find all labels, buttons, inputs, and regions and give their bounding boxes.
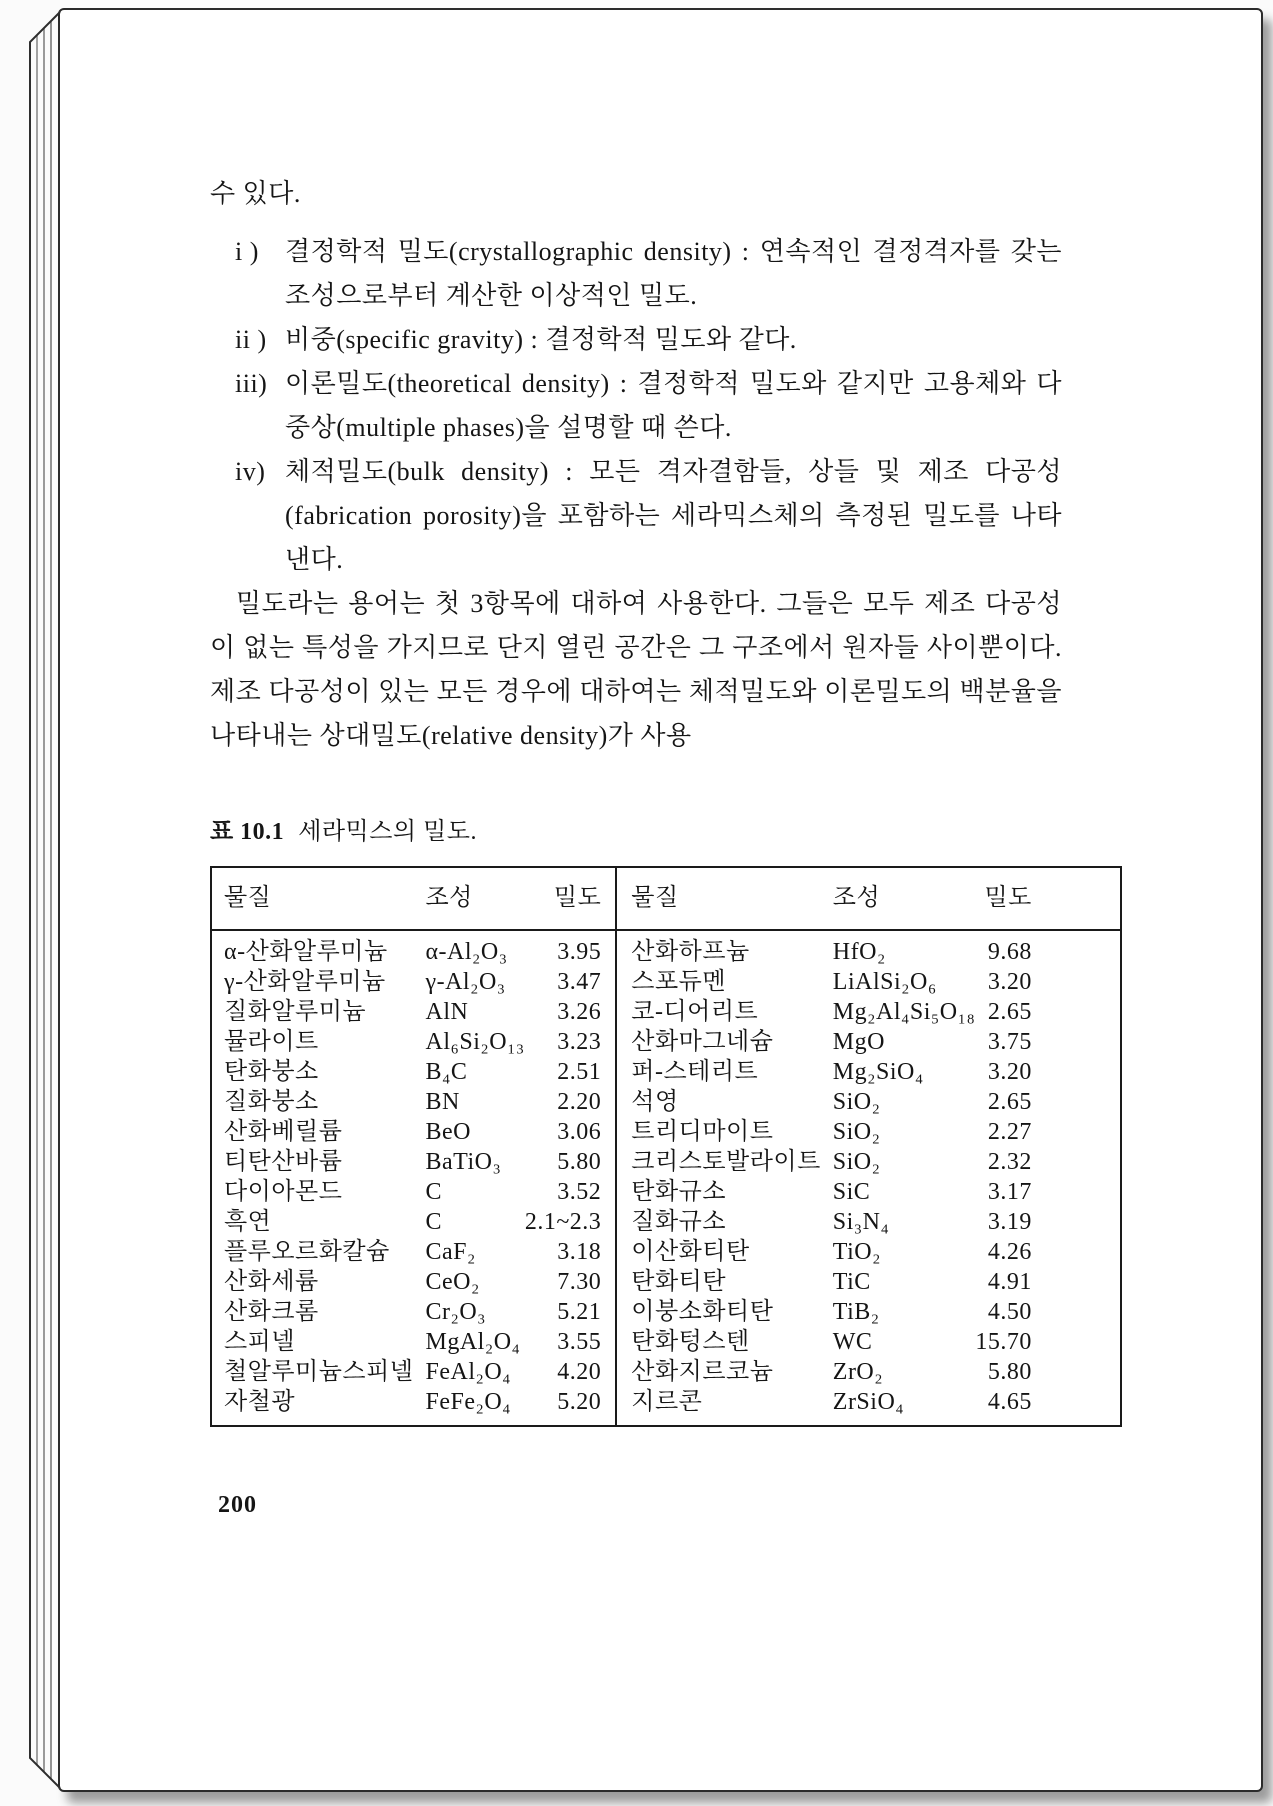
density: 2.20 — [557, 1089, 602, 1115]
material-name: 스피넬 — [224, 1329, 296, 1355]
material-name: 산화지르코늄 — [616, 1357, 820, 1387]
density: 3.20 — [987, 1059, 1032, 1085]
density: 4.65 — [987, 1389, 1032, 1415]
table-row — [211, 1177, 1121, 1207]
composition: C — [425, 1179, 442, 1205]
material-name: γ-산화알루미늄 — [224, 969, 386, 995]
density: 3.52 — [557, 1179, 602, 1205]
composition: HfO₂ — [832, 939, 886, 965]
column-header-composition-left: 조성 — [413, 867, 524, 930]
table-row — [211, 997, 1121, 1027]
table-row — [211, 1327, 1121, 1357]
density: 5.20 — [557, 1389, 602, 1415]
table-row — [211, 930, 1121, 967]
density: 5.80 — [557, 1149, 602, 1175]
composition: SiC — [832, 1179, 871, 1205]
composition: B₄C — [425, 1059, 468, 1085]
page-content — [210, 172, 1062, 1527]
density: 2.1~2.3 — [524, 1209, 602, 1235]
material-name: 탄화규소 — [616, 1177, 820, 1207]
table-row — [211, 1267, 1121, 1297]
composition: Mg₂SiO₄ — [832, 1059, 924, 1085]
density: 2.65 — [987, 999, 1032, 1025]
density: 3.95 — [557, 939, 602, 965]
density: 5.80 — [987, 1359, 1032, 1385]
composition: Cr₂O₃ — [425, 1299, 487, 1325]
material-name: 다이아몬드 — [224, 1179, 343, 1205]
composition: BaTiO₃ — [425, 1149, 502, 1175]
table-caption-text: 세라믹스의 밀도. — [298, 819, 477, 845]
density: 4.26 — [987, 1239, 1032, 1265]
composition: CeO₂ — [425, 1269, 480, 1295]
composition: BeO — [425, 1119, 471, 1145]
material-name: 이붕소화티탄 — [616, 1297, 820, 1327]
density: 3.19 — [987, 1209, 1032, 1235]
item-text: 결정학적 밀도(crystallographic density) : 연속적인 결정격자를 갖는 조성으로부터 계산한 이상적인 밀도. — [285, 237, 1062, 310]
composition: LiAlSi₂O₆ — [832, 969, 937, 995]
table-row — [211, 1117, 1121, 1147]
table-row — [211, 1387, 1121, 1426]
material-name: 지르콘 — [616, 1387, 820, 1426]
column-header-material-right: 물질 — [616, 867, 820, 930]
material-name: α-산화알루미늄 — [224, 939, 388, 965]
table-row — [211, 1237, 1121, 1267]
density: 4.91 — [987, 1269, 1032, 1295]
composition: FeAl₂O₄ — [425, 1359, 512, 1385]
definition-item-2 — [235, 318, 1062, 362]
composition: Al₆Si₂O₁₃ — [425, 1029, 525, 1055]
table-row — [211, 1057, 1121, 1087]
material-name: 산화크롬 — [224, 1299, 319, 1325]
material-name: 코-디어리트 — [616, 997, 820, 1027]
table-caption-label: 표 10.1 — [210, 819, 285, 845]
material-name: 산화베릴륨 — [224, 1119, 343, 1145]
composition: ZrO₂ — [832, 1359, 884, 1385]
density: 3.06 — [557, 1119, 602, 1145]
material-name: 산화세륨 — [224, 1269, 319, 1295]
density: 3.18 — [557, 1239, 602, 1265]
material-name: 트리디마이트 — [616, 1117, 820, 1147]
body-paragraph: 밀도라는 용어는 첫 3항목에 대하여 사용한다. 그들은 모두 제조 다공성이 없는 특성을 가지므로 단지 열린 공간은 그 구조에서 원자들 사이뿐이다. 제조 다공성이 있는 모든 경우에 대하여는 체적밀도와 이론밀도의 백분율을 나타내는 상대밀도(relative density)가 사용 — [210, 589, 1062, 750]
composition: SiO₂ — [832, 1149, 881, 1175]
material-name: 크리스토발라이트 — [616, 1147, 820, 1177]
column-header-material-left: 물질 — [211, 867, 413, 930]
material-name: 자철광 — [224, 1389, 296, 1415]
table-row — [211, 1207, 1121, 1237]
material-name: 질화알루미늄 — [224, 999, 367, 1025]
density: 3.55 — [557, 1329, 602, 1355]
composition: SiO₂ — [832, 1119, 881, 1145]
material-name: 철알루미늄스피넬 — [224, 1359, 414, 1385]
material-name: 질화붕소 — [224, 1089, 319, 1115]
material-name: 탄화티탄 — [616, 1267, 820, 1297]
table-row — [211, 1297, 1121, 1327]
item-text: 비중(specific gravity) : 결정학적 밀도와 같다. — [285, 325, 797, 354]
item-marker: ii ) — [235, 325, 267, 354]
density: 9.68 — [987, 939, 1032, 965]
density: 2.27 — [987, 1119, 1032, 1145]
table-row — [211, 1147, 1121, 1177]
composition: TiO₂ — [832, 1239, 881, 1265]
column-header-density-left: 밀도 — [525, 867, 616, 930]
material-name: 탄화텅스텐 — [616, 1327, 820, 1357]
table-caption — [210, 810, 1062, 854]
composition: AlN — [425, 999, 469, 1025]
definition-item-1 — [235, 230, 1062, 318]
density: 5.21 — [557, 1299, 602, 1325]
item-text: 이론밀도(theoretical density) : 결정학적 밀도와 같지만 고용체와 다중상(multiple phases)을 설명할 때 쓴다. — [285, 369, 1062, 442]
density-table-body — [211, 930, 1121, 1426]
density: 4.50 — [987, 1299, 1032, 1325]
density: 3.20 — [987, 969, 1032, 995]
composition: Mg₂Al₄Si₅O₁₈ — [832, 999, 976, 1025]
definition-item-4 — [235, 450, 1062, 582]
density: 7.30 — [557, 1269, 602, 1295]
composition: α-Al₂O₃ — [425, 939, 508, 965]
composition: FeFe₂O₄ — [425, 1389, 512, 1415]
page-number: 200 — [218, 1492, 257, 1518]
composition: TiB₂ — [832, 1299, 880, 1325]
material-name: 질화규소 — [616, 1207, 820, 1237]
material-name: 스포듀멘 — [616, 967, 820, 997]
composition: MgAl₂O₄ — [425, 1329, 521, 1355]
material-name: 탄화붕소 — [224, 1059, 319, 1085]
density: 3.26 — [557, 999, 602, 1025]
density: 4.20 — [557, 1359, 602, 1385]
item-marker: i ) — [235, 237, 259, 266]
composition: C — [425, 1209, 442, 1235]
composition: TiC — [832, 1269, 871, 1295]
density: 2.65 — [987, 1089, 1032, 1115]
material-name: 흑연 — [224, 1209, 272, 1235]
column-header-density-right: 밀도 — [975, 867, 1121, 930]
composition: ZrSiO₄ — [832, 1389, 905, 1415]
density: 3.75 — [987, 1029, 1032, 1055]
density: 2.32 — [987, 1149, 1032, 1175]
definition-item-3 — [235, 362, 1062, 450]
density: 2.51 — [557, 1059, 602, 1085]
composition: γ-Al₂O₃ — [425, 969, 506, 995]
table-row — [211, 1027, 1121, 1057]
column-header-composition-right: 조성 — [821, 867, 976, 930]
material-name: 산화마그네슘 — [616, 1027, 820, 1057]
material-name: 퍼-스테리트 — [616, 1057, 820, 1087]
composition: BN — [425, 1089, 460, 1115]
density: 15.70 — [975, 1329, 1032, 1355]
item-text: 체적밀도(bulk density) : 모든 격자결함들, 상들 및 제조 다공성(fabrication porosity)을 포함하는 세라믹스체의 측정된 밀도를 나타낸다. — [285, 457, 1062, 574]
composition: CaF₂ — [425, 1239, 476, 1265]
material-name: 이산화티탄 — [616, 1237, 820, 1267]
item-marker: iii) — [235, 369, 268, 398]
lead-text: 수 있다. — [210, 179, 301, 208]
material-name: 산화하프늄 — [616, 930, 820, 967]
material-name: 석영 — [616, 1087, 820, 1117]
table-row — [211, 1087, 1121, 1117]
ceramic-density-table — [210, 866, 1122, 1427]
table-row — [211, 1357, 1121, 1387]
material-name: 플루오르화칼슘 — [224, 1239, 390, 1265]
composition: MgO — [832, 1029, 885, 1055]
density: 3.17 — [987, 1179, 1032, 1205]
table-header-row — [211, 867, 1121, 930]
density: 3.23 — [557, 1029, 602, 1055]
composition: WC — [832, 1329, 873, 1355]
material-name: 뮬라이트 — [224, 1029, 319, 1055]
item-marker: iv) — [235, 457, 266, 486]
density: 3.47 — [557, 969, 602, 995]
definition-list — [210, 230, 1062, 582]
composition: Si₃N₄ — [832, 1209, 890, 1235]
composition: SiO₂ — [832, 1089, 881, 1115]
table-row — [211, 967, 1121, 997]
material-name: 티탄산바륨 — [224, 1149, 343, 1175]
